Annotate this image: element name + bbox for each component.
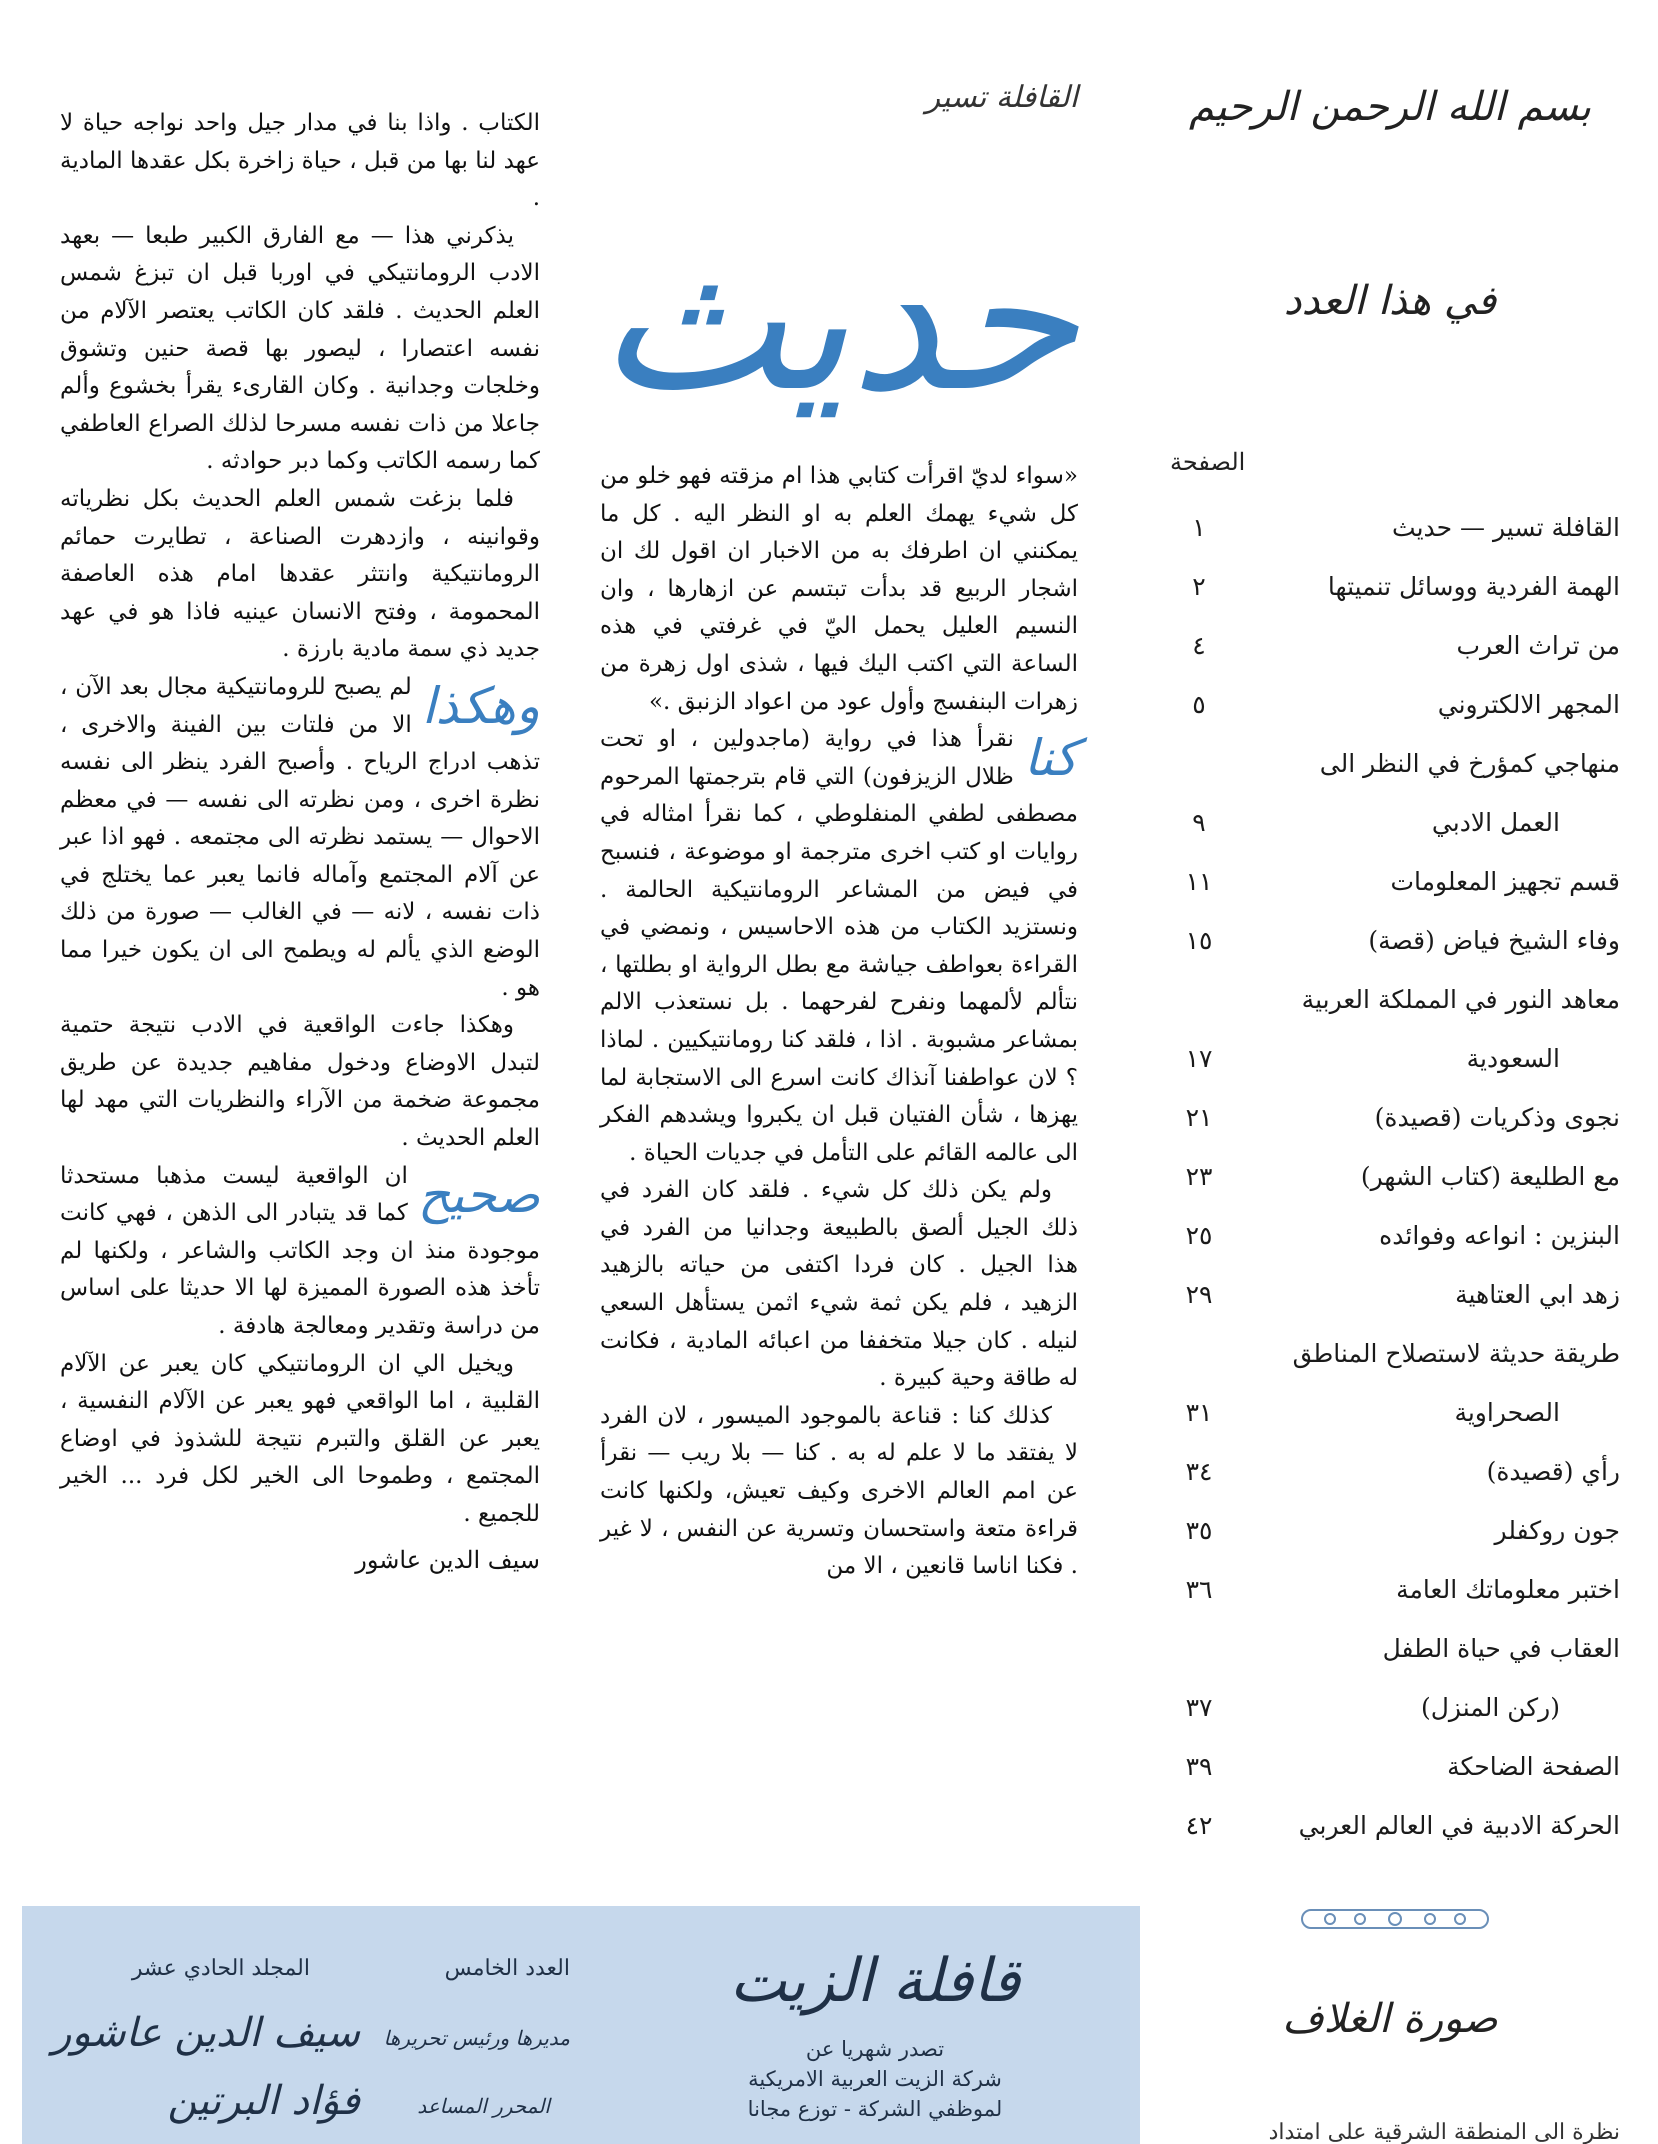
toc-item-title: معاهد النور في المملكة العربية bbox=[1301, 985, 1620, 1014]
toc-item[interactable] bbox=[1160, 1619, 1620, 1678]
article-paragraph: ويخيل الي ان الرومانتيكي كان يعبر عن الآلام القلبية ، اما الواقعي فهو يعبر عن الآلام النفسية ، يعبر عن القلق والتبرم نتيجة للشذوذ في اوضاع المجتمع ، وطموحا الى الخير لكل فرد ... الخير للجميع . bbox=[60, 1350, 540, 1527]
article-paragraph: يذكرني هذا — مع الفارق الكبير طبعا — بعهد الادب الرومانتيكي في اوربا قبل ان تبزغ شمس العلم الحديث . فلقد كان الكاتب يعتصر الآلام من نفسه اعتصارا ، ليصور بها قصة حنين وتشوق وخلجات وجدانية . وكان القارىء يقرأ بخشوع وألم جاعلا من ذات نفسه مسرحا لذلك الصراع العاطفي كما رسمه الكاتب وكما دبر حوادثه . bbox=[60, 222, 540, 475]
toc-item-title: السعودية bbox=[1466, 1044, 1560, 1073]
toc-item-title: الهمة الفردية ووسائل تنميتها bbox=[1327, 572, 1620, 601]
toc-item-title: جون روكفلر bbox=[1494, 1516, 1620, 1545]
table-of-contents bbox=[1160, 70, 1620, 2144]
toc-item[interactable] bbox=[1160, 734, 1620, 793]
editor-role: مديرها ورئيس تحريرها bbox=[383, 2026, 570, 2050]
toc-item[interactable] bbox=[1160, 1737, 1620, 1796]
toc-item-continuation[interactable] bbox=[1160, 793, 1620, 852]
toc-item-page: ٩ bbox=[1192, 808, 1206, 837]
toc-item-page: ١ bbox=[1192, 513, 1206, 542]
toc-item-page: ٢٣ bbox=[1185, 1162, 1213, 1191]
toc-item-title: العقاب في حياة الطفل bbox=[1382, 1634, 1620, 1663]
article-paragraph-text: لم يصبح للرومانتيكية مجال بعد الآن ، الا من فلتات بين الفينة والاخرى ، تذهب ادراج الرياح . وأصبح الفرد ينظر الى نفسه نظرة اخرى ، ومن نظرته الى نفسه — في معظم الاحوال — يستمد نظرته الى مجتمعه . فهو اذا عبر عن آلام المجتمع وآماله فانما يعبر عما يختلج في ذات نفسه ، لانه — في الغالب — صورة من ذلك الوضع الذي يألم له ويطمح الى ان يكون خيرا مما هو . bbox=[60, 673, 540, 1001]
toc-item[interactable] bbox=[1160, 852, 1620, 911]
toc-item-page: ٣٤ bbox=[1185, 1457, 1213, 1486]
magazine-name: قافلة الزيت bbox=[729, 1946, 1021, 2016]
editor-name: سيف الدين عاشور bbox=[52, 2010, 360, 2056]
basmala-heading: بسم الله الرحمن الرحيم bbox=[1188, 84, 1592, 130]
toc-item-title: زهد ابي العتاهية bbox=[1455, 1280, 1620, 1309]
assistant-editor-role: المحرر المساعد bbox=[417, 2094, 550, 2118]
toc-item[interactable] bbox=[1160, 1442, 1620, 1501]
article-paragraph: الكتاب . واذا بنا في مدار جيل واحد نواجه حياة لا عهد لنا بها من قبل ، حياة زاخرة بكل عقدها المادية . bbox=[60, 110, 540, 212]
cover-photo-caption: نظرة الى المنطقة الشرقية على امتداد bbox=[1268, 2120, 1620, 2144]
toc-item[interactable] bbox=[1160, 911, 1620, 970]
dropword-sahih: صحيح bbox=[417, 1165, 540, 1224]
article-body-middle bbox=[600, 458, 1078, 1586]
toc-item[interactable] bbox=[1160, 616, 1620, 675]
toc-item-title: البنزين : انواعه وفوائده bbox=[1379, 1221, 1620, 1250]
toc-item[interactable] bbox=[1160, 1560, 1620, 1619]
cover-photo-heading: صورة الغلاف bbox=[1282, 1996, 1498, 2042]
toc-item[interactable] bbox=[1160, 498, 1620, 557]
toc-item-title: مع الطليعة (كتاب الشهر) bbox=[1360, 1162, 1620, 1191]
toc-item-page: ٢١ bbox=[1185, 1103, 1213, 1132]
toc-item-page: ٣١ bbox=[1185, 1398, 1213, 1427]
toc-item-page: ٣٩ bbox=[1185, 1752, 1213, 1781]
toc-item-title: القافلة تسير — حديث bbox=[1392, 513, 1620, 542]
toc-item-title: من تراث العرب bbox=[1456, 631, 1620, 660]
toc-item-continuation[interactable] bbox=[1160, 1383, 1620, 1442]
article-paragraph-with-dropword bbox=[60, 1158, 540, 1346]
toc-item-page: ١٥ bbox=[1185, 926, 1213, 955]
article-body-left bbox=[60, 105, 540, 1534]
publisher-info bbox=[660, 2034, 1090, 2124]
toc-item-continuation[interactable] bbox=[1160, 1029, 1620, 1088]
article-paragraph-text: ان الواقعية ليست مذهبا مستحدثا كما قد يتبادر الى الذهن ، فهي كانت موجودة منذ ان وجد الكاتب والشاعر ، ولكنها لم تأخذ هذه الصورة المميزة لها الا حديثا على اساس من دراسة وتقدير ومعالجة هادفة . bbox=[60, 1162, 540, 1339]
toc-item-page: ٥ bbox=[1192, 690, 1206, 719]
toc-item[interactable] bbox=[1160, 1324, 1620, 1383]
article-paragraph-with-dropword bbox=[600, 721, 1078, 1172]
toc-item-title: قسم تجهيز المعلومات bbox=[1390, 867, 1620, 896]
toc-item[interactable] bbox=[1160, 1501, 1620, 1560]
publisher-line-1: تصدر شهريا عن bbox=[805, 2037, 945, 2061]
publisher-line-3: لموظفي الشركة - توزع مجانا bbox=[747, 2097, 1003, 2121]
toc-item[interactable] bbox=[1160, 1796, 1620, 1855]
toc-item-page: ١١ bbox=[1185, 867, 1213, 896]
toc-item-title: المجهر الالكتروني bbox=[1437, 690, 1620, 719]
article-paragraph-with-dropword bbox=[60, 669, 540, 1007]
toc-item-title: العمل الادبي bbox=[1431, 808, 1560, 837]
toc-item[interactable] bbox=[1160, 557, 1620, 616]
toc-item-title: الحركة الادبية في العالم العربي bbox=[1298, 1811, 1620, 1840]
article-paragraph: ولم يكن ذلك كل شيء . فلقد كان الفرد في ذلك الجيل ألصق بالطبيعة وجدانيا من الفرد في هذا الجيل . كان فردا اكتفى من حياته بالزهيد الزهيد ، فلم يكن ثمة شيء اثمن يستأهل السعي لنيله . كان جيلا متخففا من اعبائه المادية ، فكانت له طاقة وحية كبيرة . bbox=[600, 1177, 1078, 1392]
series-label: القافلة تسير bbox=[925, 80, 1078, 115]
toc-item-page: ٤٢ bbox=[1185, 1811, 1213, 1840]
volume-number: المجلد الحادي عشر bbox=[131, 1956, 310, 1981]
toc-item-title: رأي (قصيدة) bbox=[1486, 1457, 1620, 1486]
article-paragraph: وهكذا جاءت الواقعية في الادب نتيجة حتمية لتبدل الاوضاع ودخول مفاهيم جديدة عن طريق مجموعة ضخمة من الآراء والنظريات التي مهد لها العلم الحديث . bbox=[60, 1012, 540, 1152]
toc-item[interactable] bbox=[1160, 1088, 1620, 1147]
article-paragraph-text: نقرأ هذا في رواية (ماجدولين ، او تحت ظلال الزيزفون) التي قام بترجمتها المرحوم مصطفى لطفي المنفلوطي ، كما نقرأ امثاله في روايات او كتب اخرى مترجمة او موضوعة ، فنسبح في فيض من المشاعر الرومانتيكية الحالمة . ونستزيد الكتاب من هذه الاحاسيس ، ونمضي في القراءة بعواطف جياشة مع بطل الرواية او بطلتها ، نتألم لألمهما ونفرح لفرحهما . بل نستعذب الالم بمشاعر مشبوبة . اذا ، فلقد كنا رومانتيكيين . لماذا ؟ لان عواطفنا آنذاك كانت اسرع الى الاستجابة لما يهزها ، شأن الفتيان قبل ان يكبروا ويشدهم الفكر الى عالمه القائم على التأمل في جديات الحياة . bbox=[600, 726, 1078, 1166]
in-this-issue-heading: في هذا العدد bbox=[1283, 278, 1497, 324]
article-paragraph: كذلك كنا : قناعة بالموجود الميسور ، لان الفرد لا يفتقد ما لا علم له به . كنا — بلا ريب — نقرأ عن امم العالم الاخرى وكيف تعيش، ولكنها كانت قراءة متعة واستحسان وتسرية عن النفس ، لا غير . فكنا اناسا قانعين ، الا من bbox=[600, 1402, 1078, 1580]
toc-item[interactable] bbox=[1160, 1147, 1620, 1206]
toc-item[interactable] bbox=[1160, 675, 1620, 734]
dropword-hakadha: وهكذا bbox=[421, 676, 540, 735]
assistant-editor-name: فؤاد البرتين bbox=[167, 2078, 360, 2124]
toc-item-page: ١٧ bbox=[1185, 1044, 1213, 1073]
author-signature: سيف الدين عاشور bbox=[355, 1545, 540, 1574]
toc-item-continuation[interactable] bbox=[1160, 1678, 1620, 1737]
publisher-line-2: شركة الزيت العربية الامريكية bbox=[748, 2067, 1002, 2091]
toc-item-page: ٢٥ bbox=[1185, 1221, 1213, 1250]
toc-item-page: ٢٩ bbox=[1185, 1280, 1213, 1309]
masthead-band bbox=[22, 1906, 1140, 2144]
issue-number: العدد الخامس bbox=[444, 1956, 570, 1981]
toc-item-title: الصفحة الضاحكة bbox=[1447, 1752, 1620, 1781]
toc-item-title: (ركن المنزل) bbox=[1421, 1693, 1560, 1722]
article-title: حديث bbox=[597, 203, 1078, 436]
decorative-ornament-icon bbox=[1300, 1906, 1490, 1932]
toc-item-title: طريقة حديثة لاستصلاح المناطق bbox=[1292, 1339, 1620, 1368]
toc-item[interactable] bbox=[1160, 1206, 1620, 1265]
toc-item-page: ٢ bbox=[1192, 572, 1206, 601]
article-paragraph: فلما بزغت شمس العلم الحديث بكل نظرياته وقوانينه ، وازدهرت الصناعة ، تطايرت حمائم الرومانتيكية وانتثر عقدها امام هذه العاصفة المحمومة ، وفتح الانسان عينيه فاذا هو في عهد جديد ذي سمة مادية بارزة . bbox=[60, 485, 540, 663]
toc-item-page: ٣٥ bbox=[1185, 1516, 1213, 1545]
dropword-kunna: كنا bbox=[1023, 729, 1078, 788]
toc-item-title: منهاجي كمؤرخ في النظر الى bbox=[1319, 749, 1620, 778]
toc-item-page: ٣٦ bbox=[1185, 1575, 1213, 1604]
toc-item-title: اختبر معلوماتك العامة bbox=[1396, 1575, 1620, 1604]
toc-item-page: ٣٧ bbox=[1185, 1693, 1213, 1722]
toc-item[interactable] bbox=[1160, 1265, 1620, 1324]
toc-item-title: نجوى وذكريات (قصيدة) bbox=[1374, 1103, 1620, 1132]
toc-item-title: الصحراوية bbox=[1454, 1398, 1560, 1427]
article-left-column bbox=[60, 105, 540, 1574]
toc-list bbox=[1160, 498, 1620, 1855]
toc-item-title: وفاء الشيخ فياض (قصة) bbox=[1368, 926, 1620, 955]
page-column-label: الصفحة bbox=[1170, 448, 1246, 476]
article-paragraph: «سواء لديّ اقرأت كتابي هذا ام مزقته فهو خلو من كل شيء يهمك العلم به او النظر اليه . كل ما يمكنني ان اطرفك به من الاخبار ان اقول لك ان اشجار الربيع قد بدأت تبتسم عن ازهارها ، وان النسيم العليل يحمل اليّ في غرفتي في هذه الساعة التي اكتب اليك فيها ، شذى اول زهرة من زهرات البنفسج وأول عود من اعواد الزنبق .» bbox=[600, 463, 1078, 715]
toc-item-page: ٤ bbox=[1192, 631, 1206, 660]
toc-item[interactable] bbox=[1160, 970, 1620, 1029]
